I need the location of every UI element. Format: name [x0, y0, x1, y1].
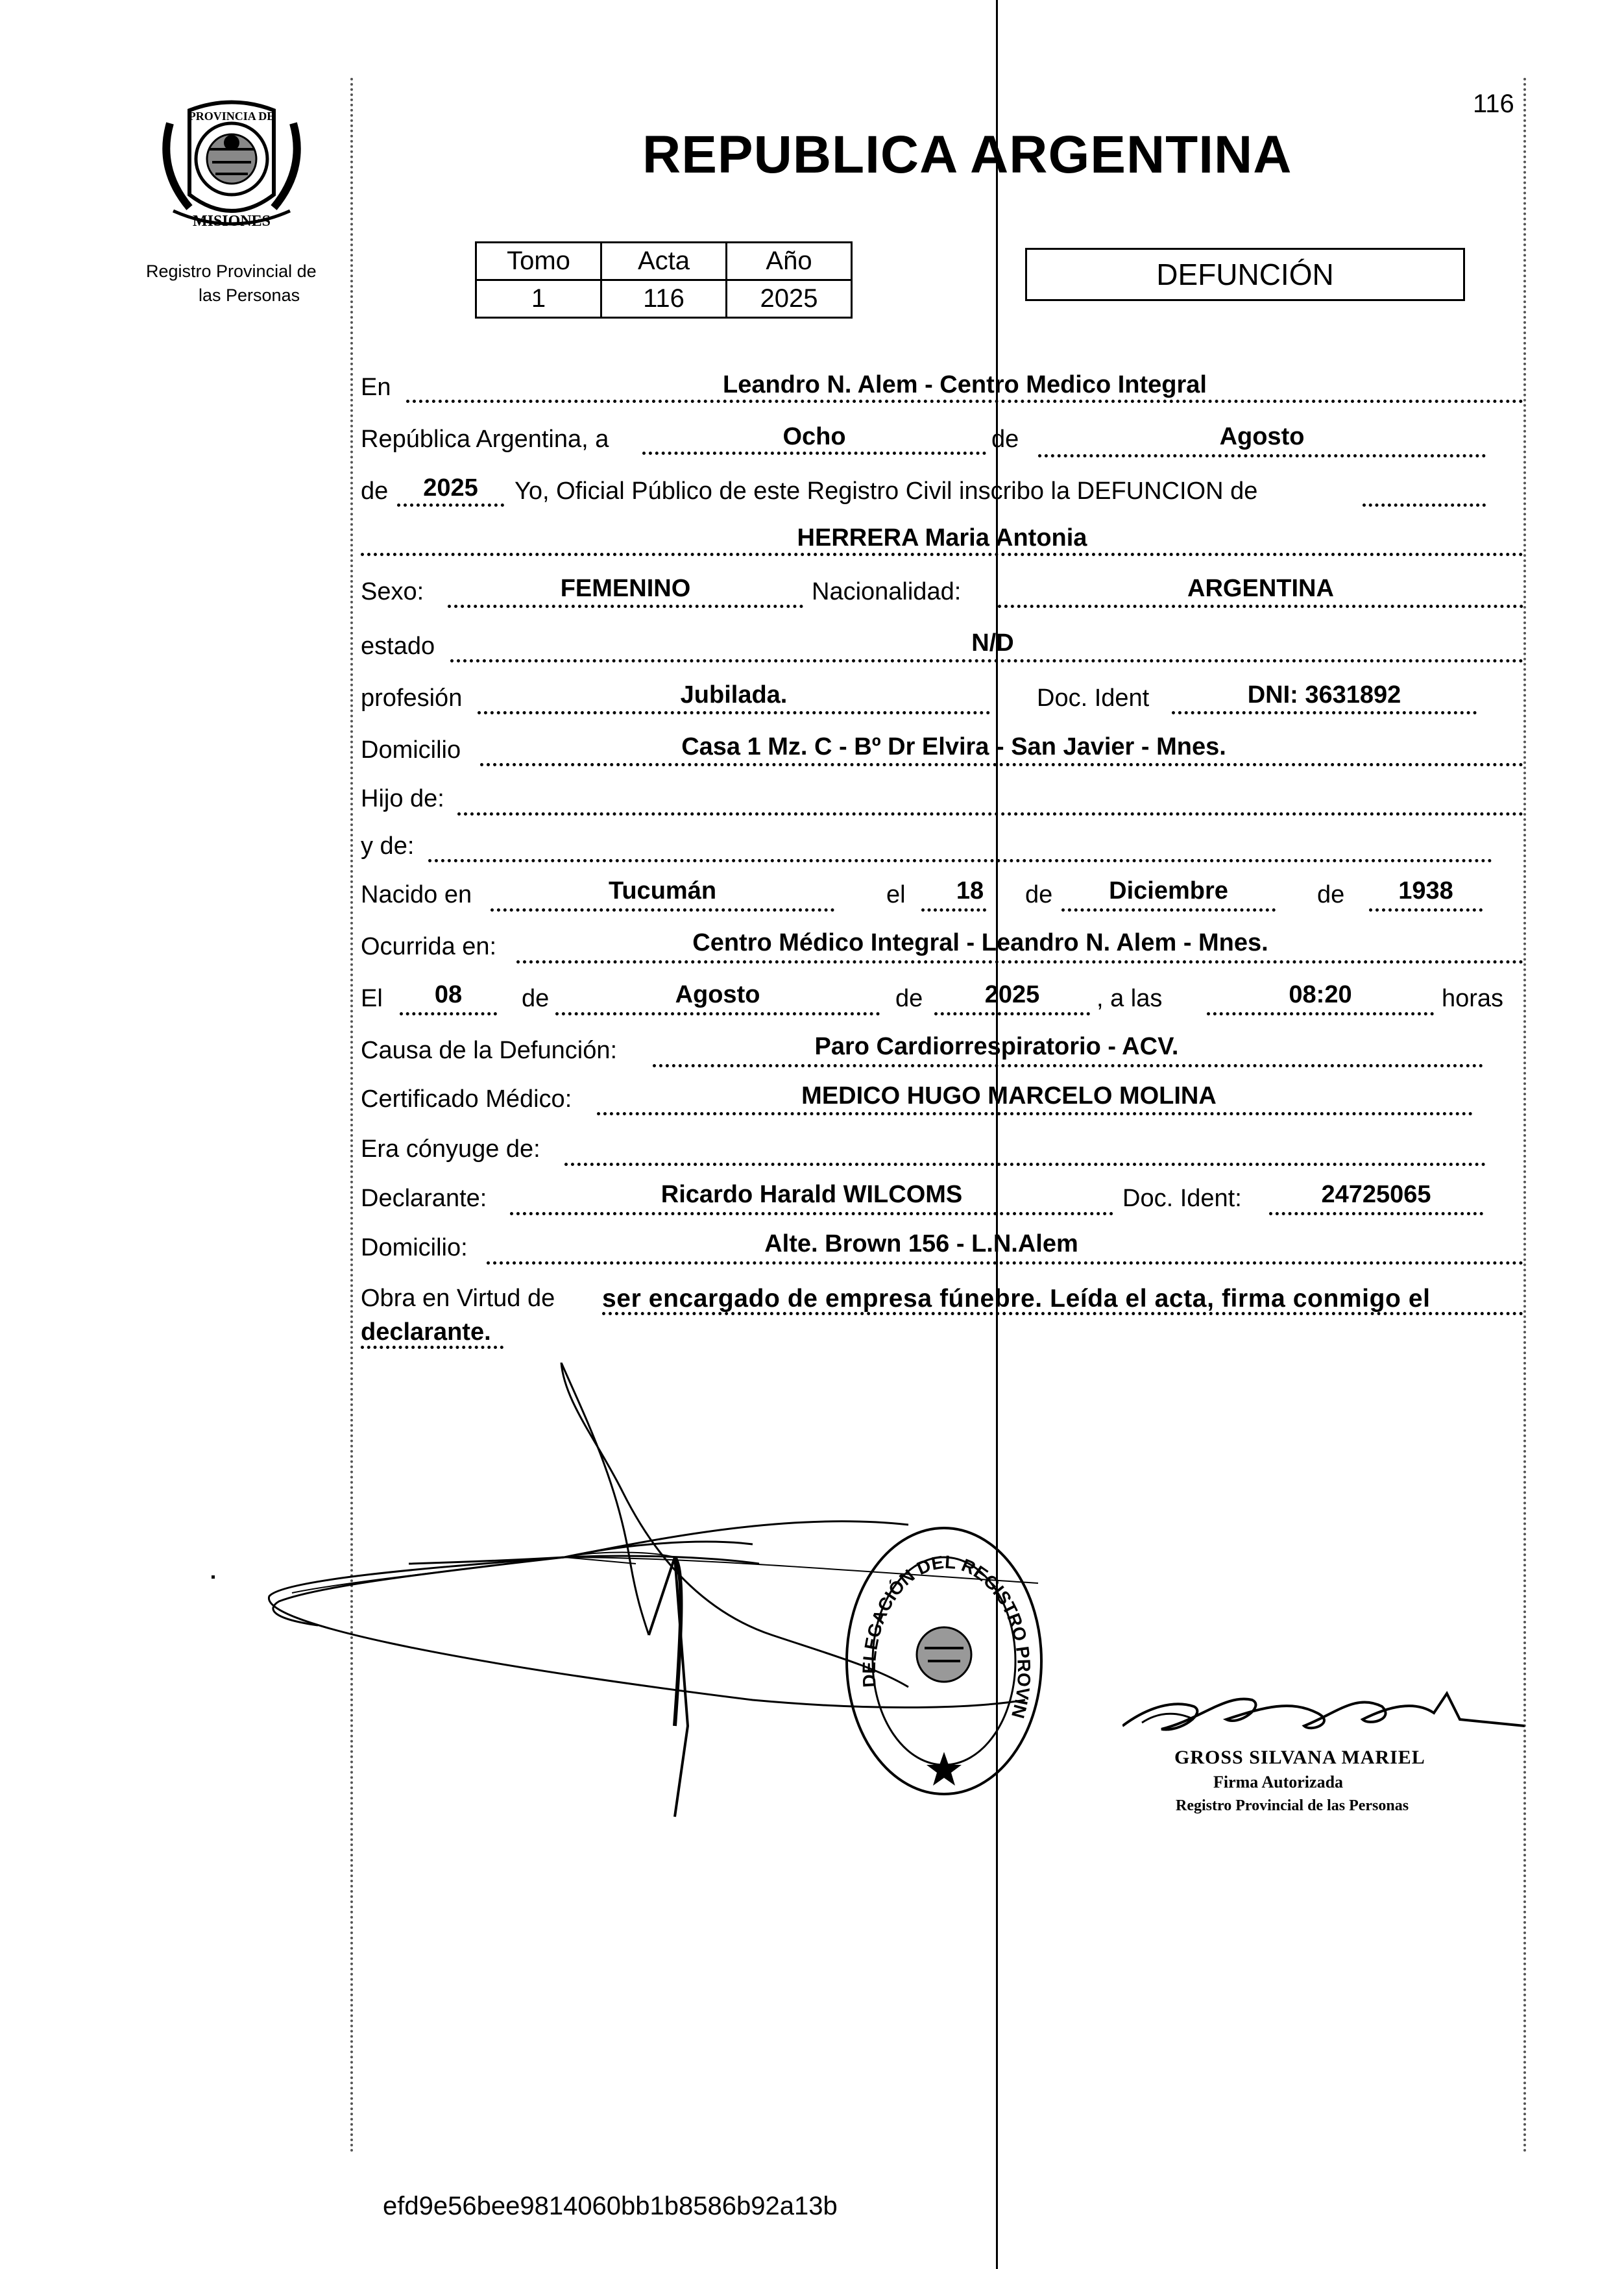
label-def-de-anio: de [895, 985, 923, 1012]
label-nac-de-anio: de [1317, 881, 1345, 908]
page-number: 116 [1473, 90, 1514, 118]
line-domicilio [480, 763, 1523, 766]
line-mes-inscripcion [1038, 454, 1486, 457]
label-sexo: Sexo: [361, 578, 424, 605]
label-ocurrida-en: Ocurrida en: [361, 933, 497, 960]
logo-text-top: PROVINCIA DE [188, 110, 275, 123]
document-hash: efd9e56bee9814060bb1b8586b92a13b [383, 2192, 838, 2220]
label-declarante-doc: Doc. Ident: [1122, 1185, 1242, 1212]
line-def-hora [1207, 1012, 1434, 1015]
line-nac-mes [1061, 908, 1276, 912]
label-el: El [361, 985, 383, 1012]
label-nac-el: el [886, 881, 906, 908]
label-republica: República Argentina, a [361, 426, 609, 453]
value-nacionalidad: ARGENTINA [1187, 575, 1334, 602]
label-def-de-mes: de [522, 985, 550, 1012]
province-logo [151, 97, 313, 247]
value-declarante-doc: 24725065 [1321, 1181, 1431, 1208]
label-nac-de-mes: de [1025, 881, 1053, 908]
label-en: En [361, 374, 391, 401]
label-doc-ident: Doc. Ident [1037, 685, 1150, 712]
label-obra-en-virtud: Obra en Virtud de [361, 1285, 555, 1312]
line-y-de [428, 859, 1492, 862]
label-estado: estado [361, 633, 435, 660]
label-de-mes: de [991, 426, 1019, 453]
logo-caption-line1: Registro Provincial de [146, 261, 317, 281]
value-nacido-en: Tucumán [608, 877, 717, 904]
value-documento: DNI: 3631892 [1247, 681, 1401, 709]
line-nacido-en [491, 908, 834, 912]
label-yo-oficial: Yo, Oficial Público de este Registro Civil inscribo la DEFUNCION de [515, 478, 1258, 505]
ref-header-anio: Año [727, 243, 852, 280]
value-nac-mes: Diciembre [1109, 877, 1228, 904]
value-certificado: MEDICO HUGO MARCELO MOLINA [801, 1082, 1217, 1110]
value-estado: N/D [971, 629, 1014, 657]
value-mes-inscripcion: Agosto [1219, 423, 1305, 450]
line-sexo [448, 605, 803, 608]
value-obra-texto-2: declarante. [361, 1318, 491, 1346]
value-def-anio: 2025 [984, 981, 1040, 1008]
value-declarante-domicilio: Alte. Brown 156 - L.N.Alem [764, 1230, 1078, 1257]
label-hijo-de: Hijo de: [361, 785, 444, 812]
line-nac-dia [921, 908, 986, 912]
fold-line [996, 0, 998, 2269]
line-anio-inscripcion [397, 504, 504, 507]
value-declarante: Ricardo Harald WILCOMS [661, 1181, 963, 1208]
ref-value-tomo: 1 [476, 280, 601, 318]
value-dia-inscripcion: Ocho [782, 423, 846, 450]
line-yo-trailing [1363, 504, 1486, 507]
label-nacido-en: Nacido en [361, 881, 472, 908]
authority-name: GROSS SILVANA MARIEL [1174, 1747, 1425, 1768]
stamp-text: DELEGACIÓN DEL REGISTRO PROVIN [858, 1551, 1035, 1721]
act-type-box: DEFUNCIÓN [1025, 248, 1465, 301]
value-fallecido: HERRERA Maria Antonia [797, 524, 1087, 552]
line-certificado [597, 1112, 1473, 1115]
label-causa: Causa de la Defunción: [361, 1037, 618, 1064]
label-certificado: Certificado Médico: [361, 1086, 572, 1113]
ref-header-acta: Acta [601, 243, 727, 280]
label-profesion: profesión [361, 685, 463, 712]
line-obra-1 [602, 1312, 1523, 1315]
line-fallecido [361, 553, 1523, 556]
ref-value-acta: 116 [601, 280, 727, 318]
line-profesion [478, 711, 990, 714]
page-title: REPUBLICA ARGENTINA [642, 125, 1292, 184]
line-declarante-domicilio [487, 1261, 1523, 1265]
ref-value-anio: 2025 [727, 280, 852, 318]
line-def-mes [555, 1012, 880, 1015]
value-nac-dia: 18 [956, 877, 984, 904]
label-conyuge: Era cónyuge de: [361, 1135, 540, 1163]
label-y-de: y de: [361, 832, 415, 860]
authority-role: Firma Autorizada [1213, 1773, 1344, 1791]
line-nacionalidad [998, 605, 1523, 608]
reference-table [475, 241, 853, 319]
line-estado [450, 659, 1523, 662]
value-nac-anio: 1938 [1398, 877, 1453, 904]
stray-mark [212, 1575, 215, 1579]
value-lugar: Leandro N. Alem - Centro Medico Integral [722, 371, 1207, 398]
label-nacionalidad: Nacionalidad: [812, 578, 962, 605]
authority-office: Registro Provincial de las Personas [1176, 1797, 1409, 1814]
line-def-anio [934, 1012, 1090, 1015]
label-declarante: Declarante: [361, 1185, 487, 1212]
ref-header-tomo: Tomo [476, 243, 601, 280]
value-causa: Paro Cardiorrespiratorio - ACV. [814, 1033, 1179, 1060]
line-def-dia [400, 1012, 497, 1015]
line-declarante [510, 1212, 1113, 1215]
value-anio-inscripcion: 2025 [423, 474, 478, 502]
line-nac-anio [1369, 908, 1483, 912]
value-def-mes: Agosto [675, 981, 760, 1008]
right-margin-line [1523, 78, 1526, 2154]
line-declarante-doc [1269, 1212, 1483, 1215]
value-ocurrida-en: Centro Médico Integral - Leandro N. Alem - Mnes. [692, 929, 1268, 956]
line-obra-2 [361, 1346, 503, 1349]
label-horas: horas [1442, 985, 1504, 1012]
line-hijo-de [457, 812, 1523, 816]
value-def-hora: 08:20 [1289, 981, 1352, 1008]
value-domicilio: Casa 1 Mz. C - Bº Dr Elvira - San Javier - Mnes. [681, 733, 1226, 760]
logo-text-bottom: MISIONES [192, 213, 271, 230]
value-obra-texto-1: ser encargado de empresa fúnebre. Leída el acta, firma conmigo el [602, 1285, 1431, 1313]
line-conyuge [564, 1163, 1486, 1166]
line-en [406, 400, 1523, 403]
value-sexo: FEMENINO [560, 575, 691, 602]
line-doc-ident [1172, 711, 1477, 714]
label-a-las: , a las [1097, 985, 1163, 1012]
label-de-anio: de [361, 478, 389, 505]
label-domicilio: Domicilio [361, 736, 461, 764]
value-profesion: Jubilada. [680, 681, 788, 709]
logo-caption-line2: las Personas [199, 285, 300, 305]
authority-signature [1122, 1681, 1525, 1752]
line-dia-inscripcion [642, 452, 986, 455]
value-def-dia: 08 [434, 981, 463, 1008]
label-declarante-domicilio: Domicilio: [361, 1234, 468, 1261]
official-stamp [837, 1518, 1051, 1804]
line-ocurrida-en [516, 960, 1523, 964]
line-causa [653, 1064, 1483, 1067]
